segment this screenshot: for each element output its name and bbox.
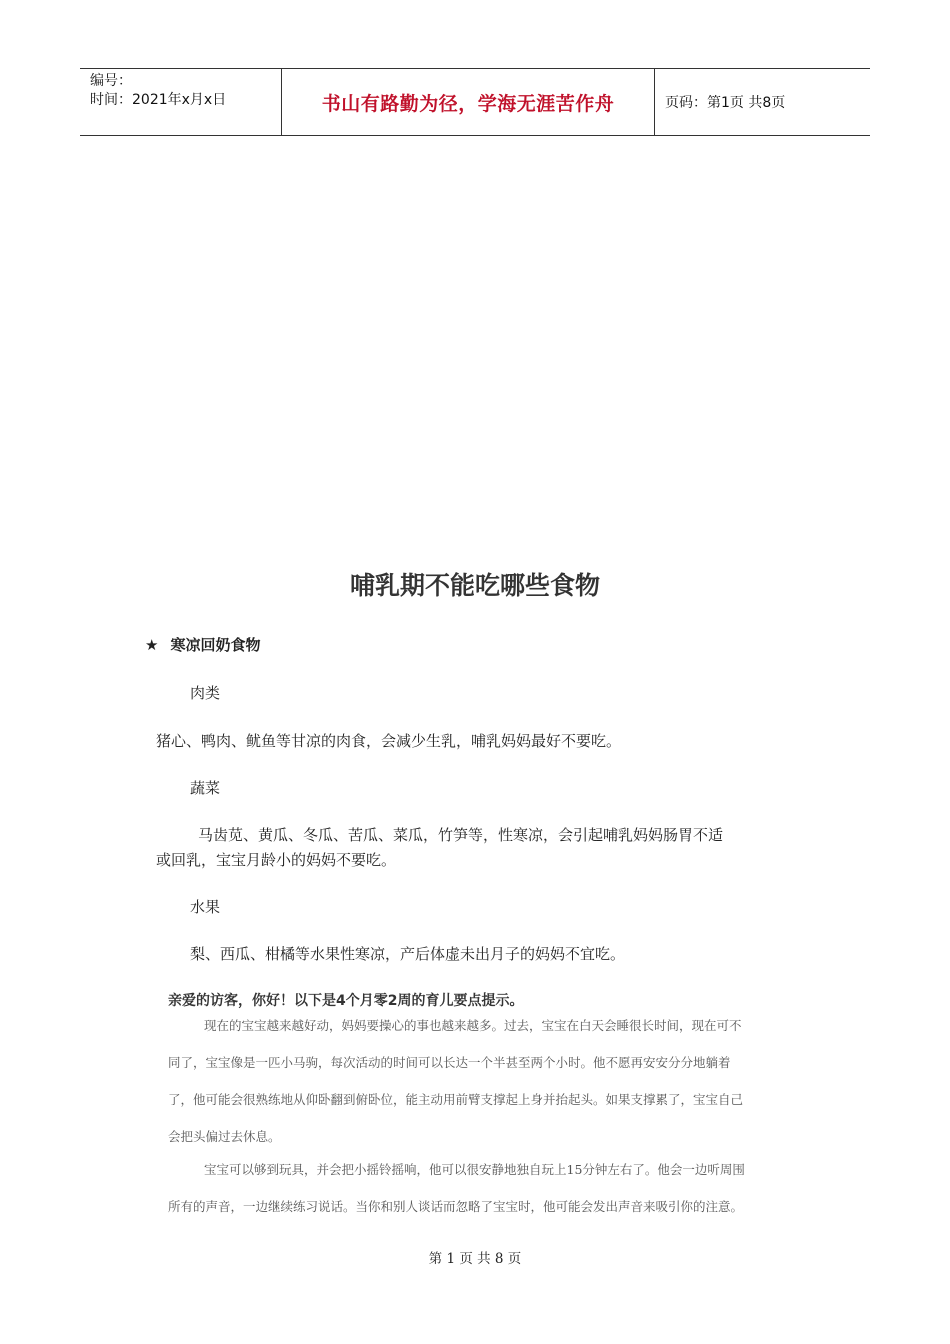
section-heading-text: 寒凉回奶食物: [170, 636, 261, 654]
note-line-2: 同了，宝宝像是一匹小马驹，每次活动的时间可以长达一个半甚至两个小时。他不愿再安安分分地躺着: [168, 1055, 731, 1070]
note-line-6: 所有的声音，一边继续练习说话。当你和别人谈话而忽略了宝宝时，他可能会发出声音来吸引你的注意。: [168, 1199, 744, 1214]
document-title: 哺乳期不能吃哪些食物: [349, 571, 600, 600]
header-meta: [80, 69, 281, 135]
page-footer: 第 1 页 共 8 页: [428, 1251, 522, 1267]
item-text-vegetables-line2: 或回乳，宝宝月龄小的妈妈不要吃。: [156, 851, 397, 869]
item-text-meat: 猪心、鸭肉、鱿鱼等甘凉的肉食，会减少生乳，哺乳妈妈最好不要吃。: [156, 732, 622, 750]
header-motto-cell: [281, 69, 655, 135]
note-line-4: 会把头偏过去休息。: [168, 1129, 281, 1144]
star-icon: ★: [145, 636, 159, 654]
time-label: 时间：2021年x月x日: [90, 92, 227, 108]
note-line-5: 宝宝可以够到玩具，并会把小摇铃摇响，他可以很安静地独自玩上15分钟左右了。他会一边听周围: [204, 1162, 745, 1177]
note-line-3: 了，他可能会很熟练地从仰卧翻到俯卧位，能主动用前臂支撑起上身并抬起头。如果支撑累了，宝宝自己: [168, 1092, 744, 1107]
header-table: [80, 68, 870, 136]
item-label-meat: 肉类: [190, 684, 221, 702]
note-line-1: 现在的宝宝越来越好动，妈妈要操心的事也越来越多。过去，宝宝在白天会睡很长时间，现在可不: [204, 1018, 742, 1033]
item-label-vegetables: 蔬菜: [190, 779, 221, 797]
item-label-fruit: 水果: [190, 898, 221, 916]
header-page-info: 页码：第1页 共8页: [665, 95, 786, 111]
item-text-fruit: 梨、西瓜、柑橘等水果性寒凉，产后体虚未出月子的妈妈不宜吃。: [190, 945, 626, 963]
header-motto: 书山有路勤为径，学海无涯苦作舟: [321, 92, 615, 115]
note-title: 亲爱的访客，你好！以下是4个月零2周的育儿要点提示。: [168, 993, 524, 1009]
section-heading: [145, 634, 260, 655]
number-label: 编号：: [90, 73, 132, 89]
item-text-vegetables-line1: 马齿苋、黄瓜、冬瓜、苦瓜、菜瓜，竹笋等，性寒凉，会引起哺乳妈妈肠胃不适: [198, 826, 724, 844]
